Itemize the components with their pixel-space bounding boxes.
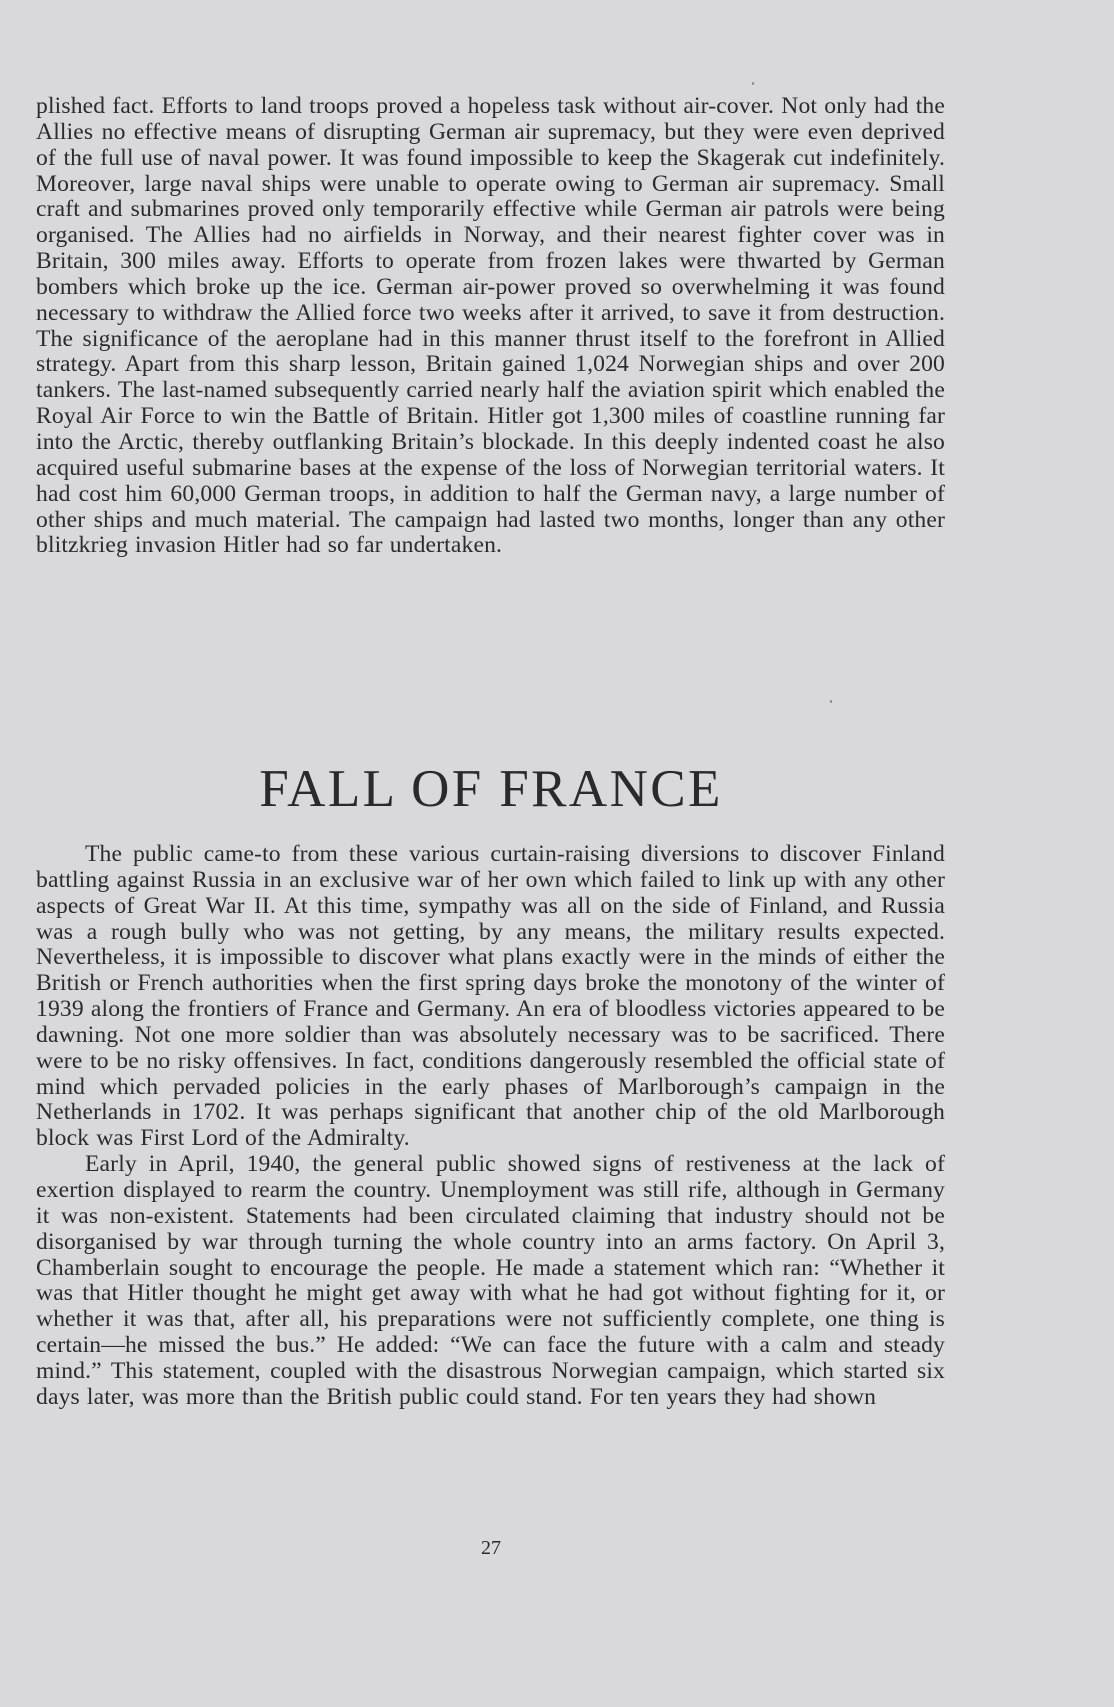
continued-paragraph	[36, 94, 945, 559]
print-speck	[752, 82, 754, 85]
print-speck	[830, 700, 832, 703]
paragraph-text: Early in April, 1940, the general public showed signs of restiveness at the lack of exertion displayed to rearm the country. Unemployment was still rife, although in Germany it was non-existent. Statements had been circulated claiming that industry should not be disorganised by war through turning the whole country into an arms factory. On April 3, Chamberlain sought to encourage the people. He made a statement which ran: “Whether it was that Hitler thought he might get away with what he had got without fighting for it, or whether it was that, after all, his preparations were not sufficiently complete, one thing is certain—he missed the bus.” He added: “We can face the future with a calm and steady mind.” This statement, coupled with the disastrous Norwegian campaign, which started six days later, was more than the British public could stand. For ten years they had shown	[36, 1151, 945, 1410]
chapter-body	[36, 842, 945, 1411]
paragraph-text: The public came-to from these various curtain-raising diversions to discover Finland battling against Russia in an exclusive war of her own which failed to link up with any other aspects of Great War II. At this time, sympathy was all on the side of Finland, and Russia was a rough bully who was not getting, by any means, the military results expected. Nevertheless, it is impossible to discover what plans exactly were in the minds of either the British or French authorities when the first spring days broke the monotony of the winter of 1939 along the frontiers of France and Germany. An era of bloodless victories appeared to be dawning. Not one more soldier than was absolutely necessary was to be sacrificed. There were to be no risky offensives. In fact, conditions dangerously resembled the official state of mind which pervaded policies in the early phases of Marlborough’s campaign in the Netherlands in 1702. It was perhaps significant that another chip of the old Marlborough block was First Lord of the Admiralty.	[36, 841, 945, 1152]
chapter-title: FALL OF FRANCE	[259, 760, 723, 818]
page-number: 27	[481, 1537, 501, 1559]
paragraph-text: plished fact. Efforts to land troops proved a hopeless task without air-cover. Not only had the Allies no effective means of disrupting German air supremacy, but they were even deprived of the full use of naval power. It was found impossible to keep the Skagerak cut indefinitely. Moreover, large naval ships were unable to operate owing to German air supremacy. Small craft and submarines proved only temporarily effective while German air patrols were being organised. The Allies had no airfields in Norway, and their nearest fighter cover was in Britain, 300 miles away. Efforts to operate from frozen lakes were thwarted by German bombers which broke up the ice. German air-power proved so overwhelming it was found necessary to withdraw the Allied force two weeks after it arrived, to save it from destruction. The significance of the aeroplane had in this manner thrust itself to the forefront in Allied strategy. Apart from this sharp lesson, Britain gained 1,024 Norwegian ships and over 200 tankers. The last-named subsequently carried nearly half the aviation spirit which enabled the Royal Air Force to win the Battle of Britain. Hitler got 1,300 miles of coastline running far into the Arctic, thereby outflanking Britain’s blockade. In this deeply indented coast he also acquired useful submarine bases at the expense of the loss of Norwegian territorial waters. It had cost him 60,000 German troops, in addition to half the German navy, a large number of other ships and much material. The campaign had lasted two months, longer than any other blitzkrieg invasion Hitler had so far undertaken.	[36, 93, 945, 559]
